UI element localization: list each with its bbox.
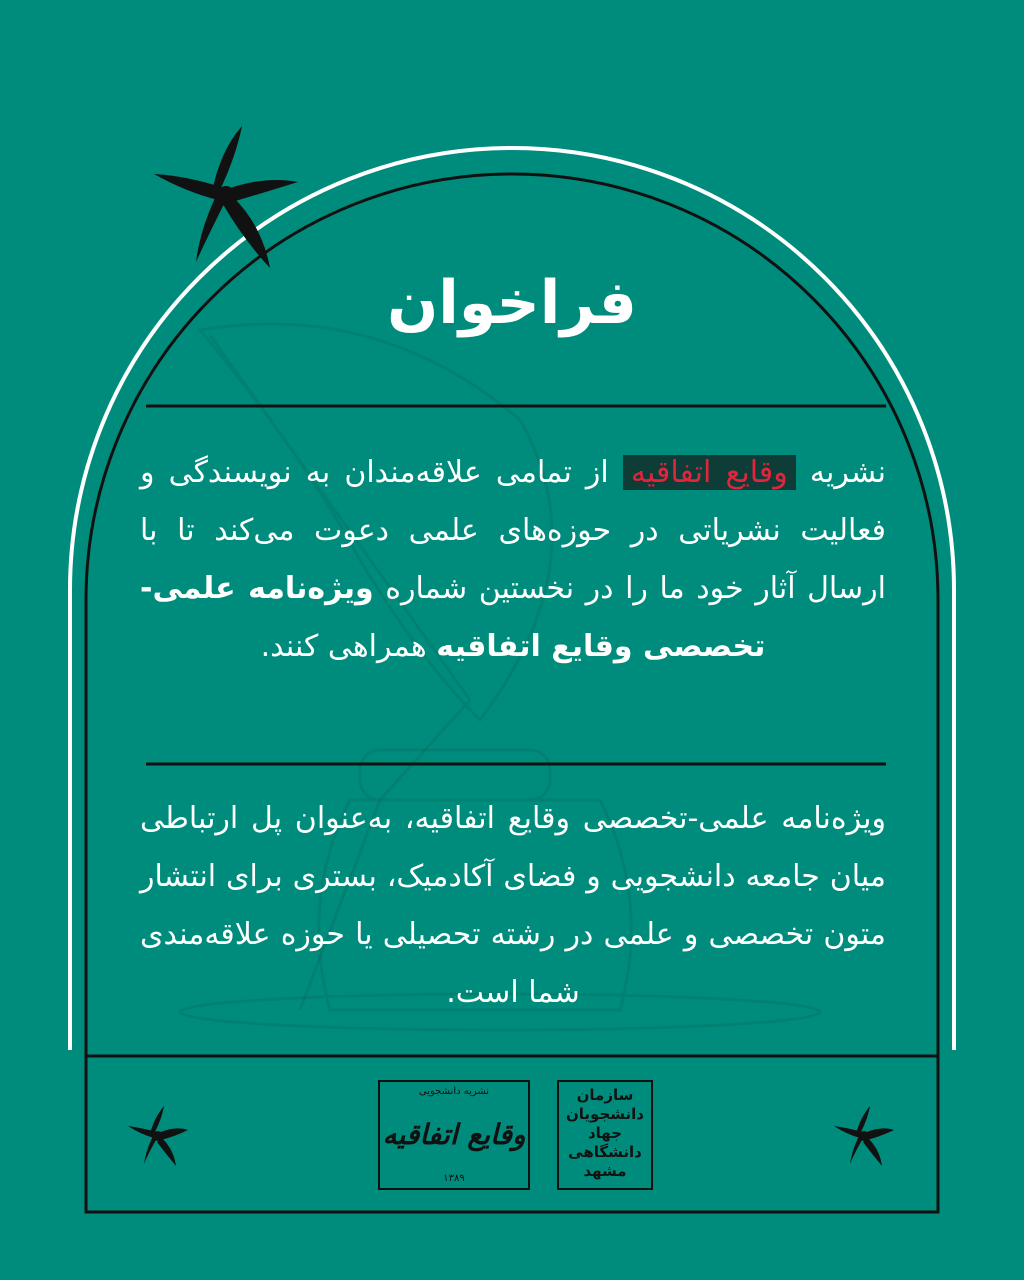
org-line: دانشگاهی	[568, 1143, 642, 1161]
asterisk-icon	[834, 1106, 894, 1166]
page-title: فراخوان	[387, 268, 637, 338]
publication-logo	[378, 1080, 530, 1190]
description-paragraph: ویژه‌نامه علمی-تخصصی وقایع اتفاقیه، به‌عنوان پل ارتباطی میان جامعه دانشجویی و فضای آکادمیک، بستری برای انتشار متون تخصصی و علمی در رشته تحصیلی یا حوزه علاقه‌مندی شما است.	[140, 801, 886, 1010]
organization-logo	[557, 1080, 653, 1190]
intro-paragraph	[140, 444, 886, 676]
publication-logo-name: وقایع اتفاقیه	[382, 1118, 526, 1151]
org-line: سازمان	[576, 1086, 634, 1104]
publication-logo-year: ۱۳۸۹	[443, 1173, 465, 1184]
publication-name-highlight: وقایع اتفاقیه	[623, 455, 796, 490]
intro-text-before: نشریه	[809, 455, 886, 490]
publication-logo-subtitle: نشریه دانشجویی	[418, 1086, 490, 1097]
special-issue-name: ویژه‌نامه علمی-تخصصی وقایع اتفاقیه	[140, 571, 766, 664]
intro-text-after: همراهی کنند.	[260, 629, 427, 664]
intro-text-middle: از تمامی علاقه‌مندان به نویسندگی و فعالیت نشریاتی در حوزه‌های علمی دعوت می‌کند تا با ارسال آثار خود ما را در نخستین شماره	[140, 455, 886, 606]
asterisk-icon	[128, 1106, 188, 1166]
org-line: مشهد	[583, 1162, 627, 1180]
org-line: جهاد	[587, 1124, 623, 1142]
org-line: دانشجویان	[565, 1105, 645, 1123]
